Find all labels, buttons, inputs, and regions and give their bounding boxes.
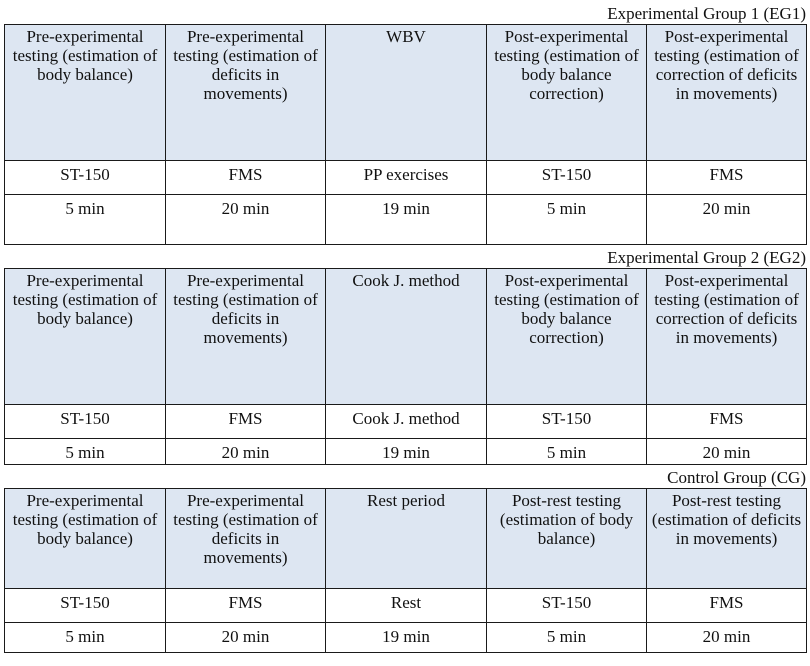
duration-cell: 20 min (166, 439, 326, 465)
header-cell: Post-experimental testing (estimation of correction of deficits in movements) (647, 25, 807, 161)
duration-cell: 5 min (5, 623, 166, 653)
test-cell: Rest (326, 589, 487, 623)
test-cell: FMS (166, 405, 326, 439)
duration-cell: 5 min (5, 195, 166, 245)
header-cell: Post-experimental testing (estimation of correction of deficits in movements) (647, 269, 807, 405)
header-cell: WBV (326, 25, 487, 161)
duration-row (5, 623, 807, 653)
duration-cell: 20 min (166, 623, 326, 653)
duration-row (5, 439, 807, 465)
protocol-table (4, 268, 807, 465)
header-cell: Post-rest testing (estimation of deficits in movements) (647, 489, 807, 589)
header-cell: Cook J. method (326, 269, 487, 405)
test-cell: FMS (647, 589, 807, 623)
header-cell: Pre-experimental testing (estimation of deficits in movements) (166, 489, 326, 589)
header-cell: Pre-experimental testing (estimation of body balance) (5, 489, 166, 589)
duration-cell: 19 min (326, 439, 487, 465)
header-cell: Pre-experimental testing (estimation of deficits in movements) (166, 25, 326, 161)
header-cell: Pre-experimental testing (estimation of body balance) (5, 25, 166, 161)
header-row (5, 489, 807, 589)
protocol-table (4, 24, 807, 245)
header-cell: Pre-experimental testing (estimation of deficits in movements) (166, 269, 326, 405)
test-row (5, 589, 807, 623)
test-cell: ST-150 (487, 161, 647, 195)
header-cell: Post-experimental testing (estimation of body balance correction) (487, 269, 647, 405)
header-cell: Pre-experimental testing (estimation of body balance) (5, 269, 166, 405)
duration-cell: 20 min (647, 439, 807, 465)
test-cell: PP exercises (326, 161, 487, 195)
duration-cell: 19 min (326, 195, 487, 245)
group-title: Experimental Group 2 (EG2) (607, 248, 806, 267)
duration-cell: 5 min (487, 439, 647, 465)
protocol-table (4, 488, 807, 653)
header-row (5, 269, 807, 405)
test-cell: ST-150 (487, 405, 647, 439)
duration-cell: 20 min (166, 195, 326, 245)
test-cell: FMS (647, 405, 807, 439)
header-cell: Post-experimental testing (estimation of body balance correction) (487, 25, 647, 161)
group-title: Experimental Group 1 (EG1) (607, 4, 806, 23)
header-row (5, 25, 807, 161)
test-row (5, 161, 807, 195)
duration-cell: 19 min (326, 623, 487, 653)
duration-row (5, 195, 807, 245)
test-cell: ST-150 (5, 161, 166, 195)
header-cell: Post-rest testing (estimation of body balance) (487, 489, 647, 589)
duration-cell: 5 min (5, 439, 166, 465)
test-cell: ST-150 (5, 405, 166, 439)
test-cell: FMS (647, 161, 807, 195)
duration-cell: 5 min (487, 195, 647, 245)
duration-cell: 20 min (647, 195, 807, 245)
duration-cell: 5 min (487, 623, 647, 653)
test-cell: FMS (166, 161, 326, 195)
test-cell: ST-150 (487, 589, 647, 623)
test-row (5, 405, 807, 439)
group-title: Control Group (CG) (667, 468, 806, 487)
header-cell: Rest period (326, 489, 487, 589)
duration-cell: 20 min (647, 623, 807, 653)
test-cell: ST-150 (5, 589, 166, 623)
test-cell: Cook J. method (326, 405, 487, 439)
test-cell: FMS (166, 589, 326, 623)
